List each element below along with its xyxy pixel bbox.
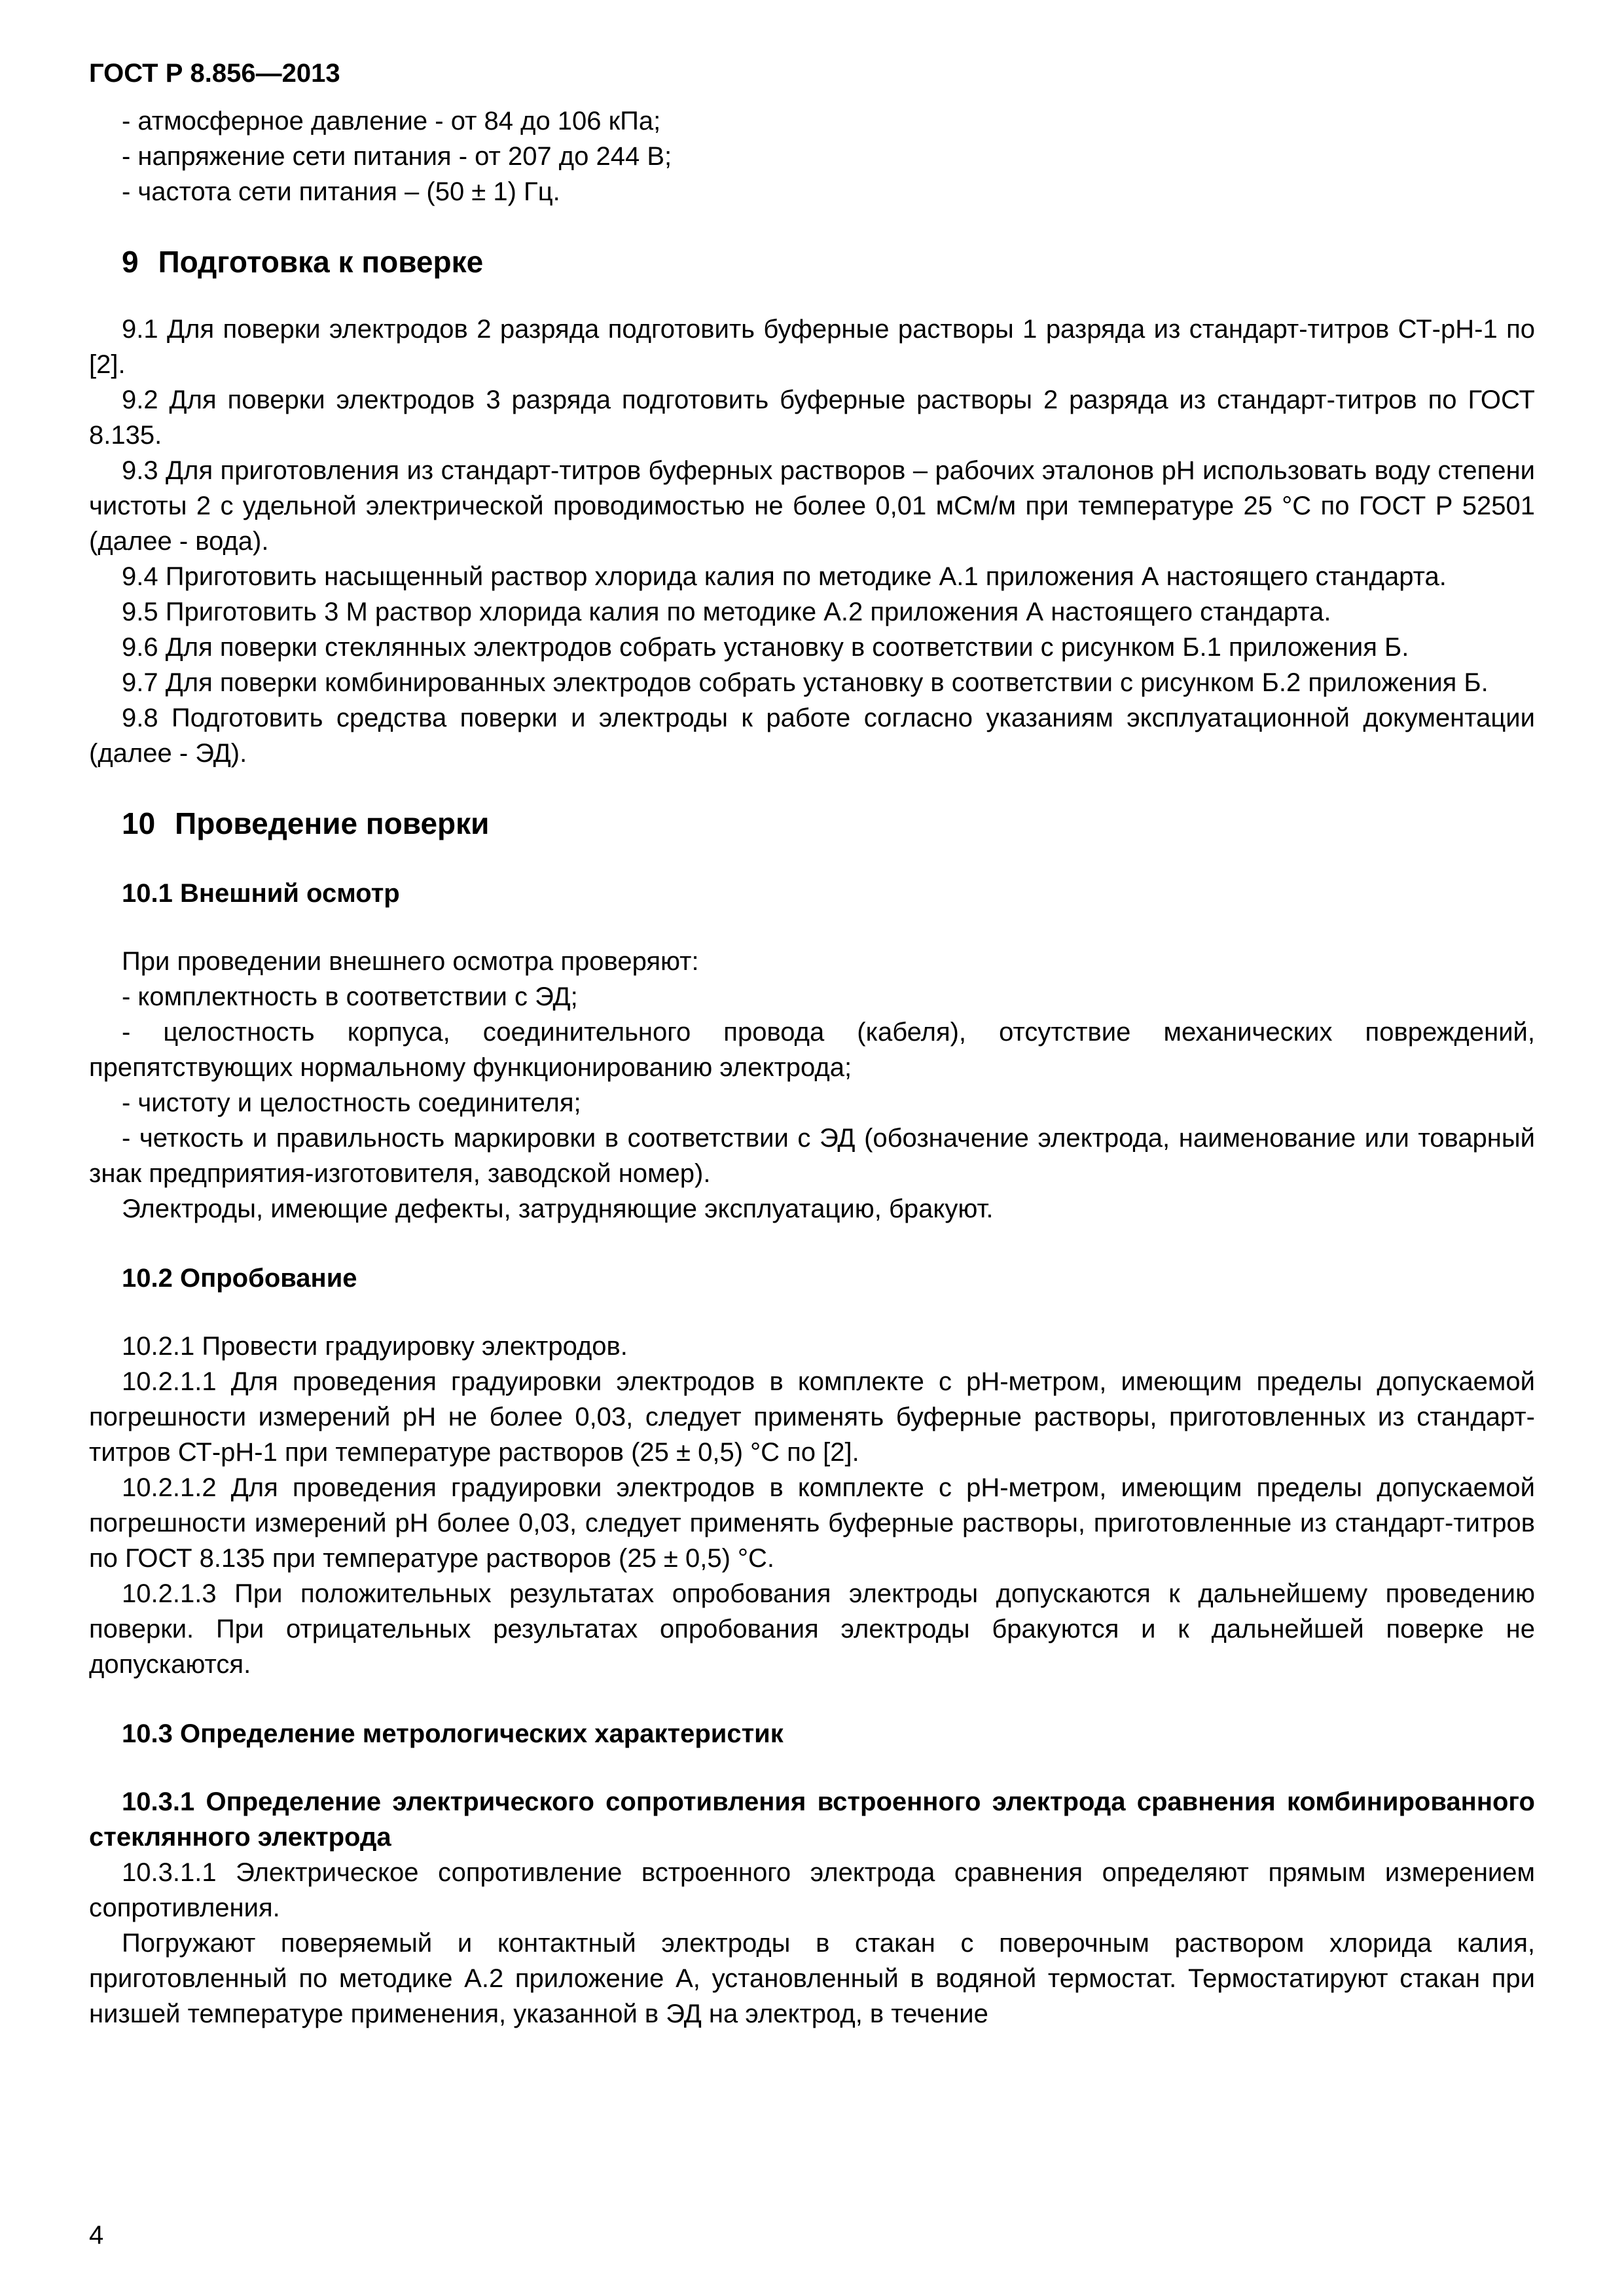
subsection-heading: 10.2 Опробование — [122, 1264, 357, 1293]
paragraph: 9.1 Для поверки электродов 2 разряда подготовить буферные растворы 1 разряда из стандарт-титров СТ-рН-1 по [2]. — [89, 315, 1535, 379]
paragraph: - чистоту и целостность соединителя; — [122, 1088, 581, 1117]
section-heading — [89, 805, 1535, 842]
paragraph: 10.2.1.3 При положительных результатах опробования электроды допускаются к дальнейшему проведению поверки. При отрицательных результатах опробования электроды бракуются и к дальнейшей поверке не допускаются. — [89, 1579, 1535, 1679]
paragraph: Погружают поверяемый и контактный электроды в стакан с поверочным раствором хлорида калия, приготовленный по методике А.2 приложение А, установленный в водяной термостат. Термостатируют стакан при низшей температуре применения, указанной в ЭД на электрод, в течение — [89, 1929, 1535, 2028]
paragraph: 9.7 Для поверки комбинированных электродов собрать установку в соответствии с рисунком Б.2 приложения Б. — [122, 668, 1489, 697]
paragraph: 10.3.1.1 Электрическое сопротивление встроенного электрода сравнения определяют прямым измерением сопротивления. — [89, 1858, 1535, 1922]
paragraph: 9.2 Для поверки электродов 3 разряда подготовить буферные растворы 2 разряда из стандарт-титров по ГОСТ 8.135. — [89, 386, 1535, 450]
document-body — [0, 89, 1624, 2032]
section-heading — [89, 243, 1535, 280]
section-title: Проведение поверки — [175, 806, 490, 840]
subsection-heading: 10.1 Внешний осмотр — [122, 879, 400, 908]
paragraph: - комплектность в соответствии с ЭД; — [122, 982, 578, 1011]
paragraph: - четкость и правильность маркировки в соответствии с ЭД (обозначение электрода, наименование или товарный знак предприятия-изготовителя, заводской номер). — [89, 1124, 1535, 1188]
paragraph: 9.6 Для поверки стеклянных электродов собрать установку в соответствии с рисунком Б.1 приложения Б. — [122, 633, 1409, 662]
paragraph: - напряжение сети питания - от 207 до 244 В; — [122, 142, 672, 171]
subsection-heading: 10.3 Определение метрологических характеристик — [122, 1719, 784, 1748]
page-number: 4 — [89, 2221, 104, 2250]
section-number: 10 — [122, 806, 156, 840]
document-header: ГОСТ Р 8.856—2013 — [89, 59, 340, 88]
paragraph: 10.2.1.2 Для проведения градуировки электродов в комплекте с рН-метром, имеющим пределы допускаемой погрешности измерений рН более 0,03, следует применять буферные растворы, приготовленные из стандарт-титров по ГОСТ 8.135 при температуре растворов (25 ± 0,5) °С. — [89, 1473, 1535, 1573]
paragraph: 9.5 Приготовить 3 М раствор хлорида калия по методике А.2 приложения А настоящего стандарта. — [122, 598, 1331, 626]
paragraph-heading: 10.3.1 Определение электрического сопротивления встроенного электрода сравнения комбинированного стеклянного электрода — [89, 1787, 1535, 1852]
paragraph: - частота сети питания – (50 ± 1) Гц. — [122, 177, 560, 206]
paragraph: Электроды, имеющие дефекты, затрудняющие эксплуатацию, бракуют. — [122, 1194, 994, 1223]
paragraph: 10.2.1.1 Для проведения градуировки электродов в комплекте с рН-метром, имеющим пределы допускаемой погрешности измерений рН не более 0,03, следует применять буферные растворы, приготовленных из стандарт-титров СТ-рН-1 при температуре растворов (25 ± 0,5) °С по [2]. — [89, 1367, 1535, 1467]
paragraph: При проведении внешнего осмотра проверяют: — [122, 947, 699, 976]
paragraph: 9.4 Приготовить насыщенный раствор хлорида калия по методике А.1 приложения А настоящего стандарта. — [122, 562, 1447, 591]
paragraph: 10.2.1 Провести градуировку электродов. — [122, 1332, 628, 1361]
paragraph: 9.8 Подготовить средства поверки и электроды к работе согласно указаниям эксплуатационной документации (далее - ЭД). — [89, 704, 1535, 768]
paragraph: 9.3 Для приготовления из стандарт-титров буферных растворов – рабочих эталонов рН использовать воду степени чистоты 2 с удельной электрической проводимостью не более 0,01 мСм/м при температуре 25 °С по ГОСТ Р 52501 (далее - вода). — [89, 456, 1535, 556]
section-number: 9 — [122, 245, 139, 279]
section-title: Подготовка к поверке — [158, 245, 484, 279]
paragraph: - атмосферное давление - от 84 до 106 кПа; — [122, 107, 661, 135]
paragraph: - целостность корпуса, соединительного провода (кабеля), отсутствие механических повреждений, препятствующих нормальному функционированию электрода; — [89, 1018, 1535, 1082]
